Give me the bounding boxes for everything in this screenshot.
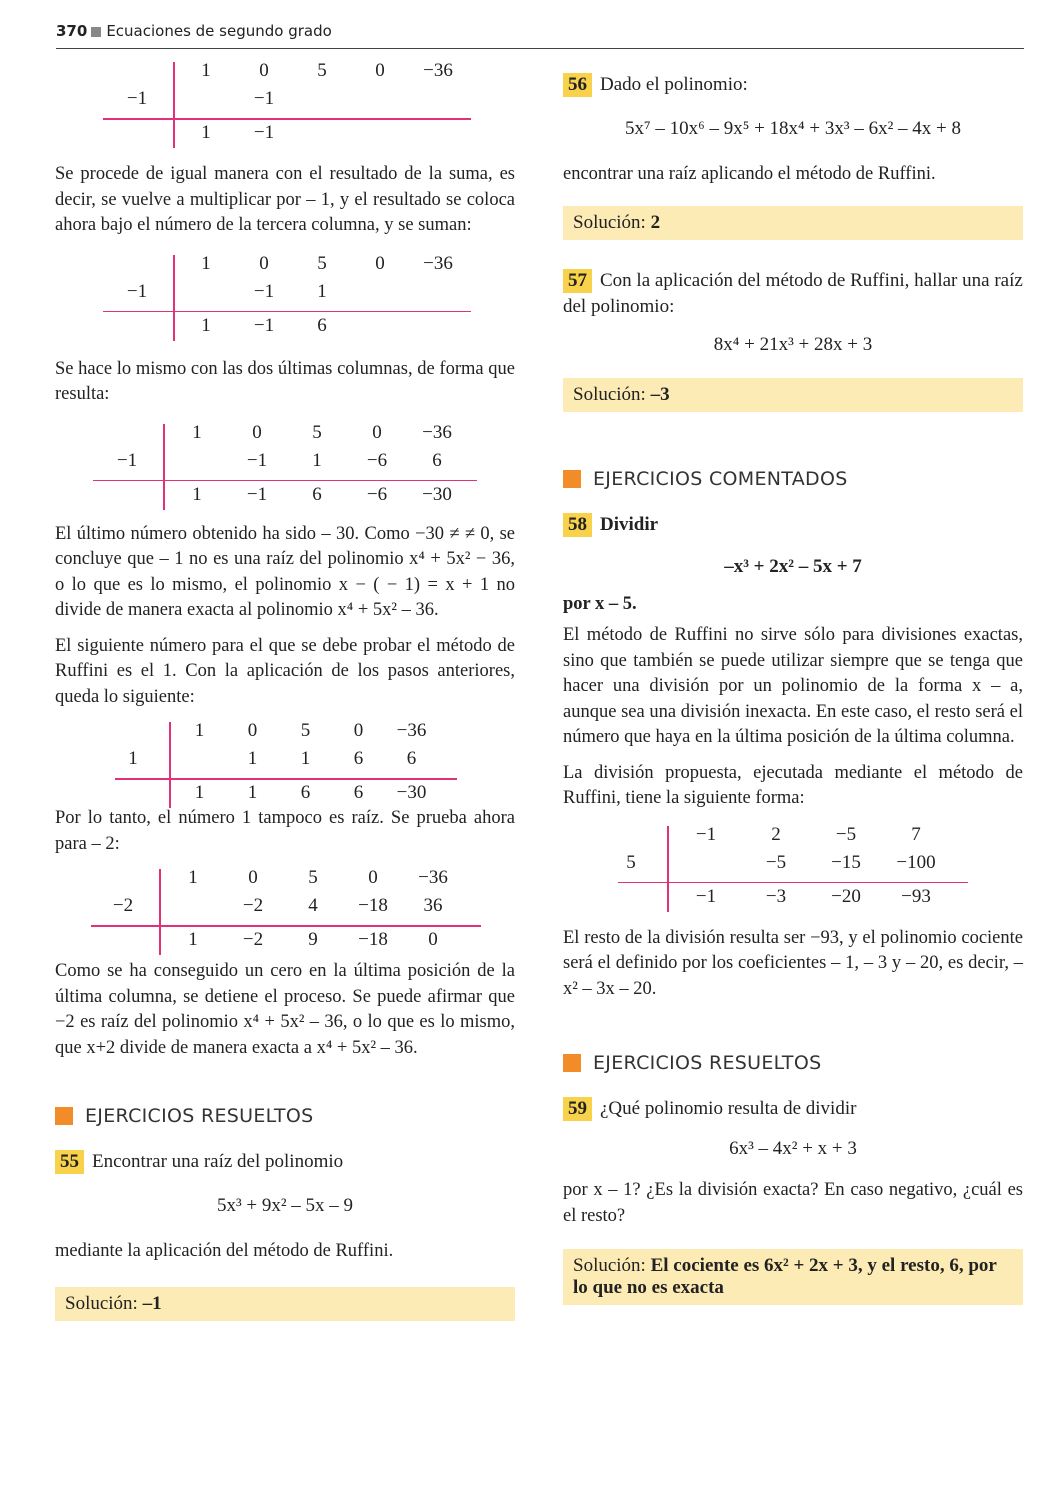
ruffini-horizontal-line [93, 480, 477, 482]
ruffini-horizontal-line [91, 925, 481, 927]
ruffini-product: −5 [765, 851, 787, 873]
ruffini-result: 1 [194, 782, 205, 803]
section-square-icon [55, 1107, 73, 1125]
ruffini-product: −1 [253, 280, 275, 302]
section-heading [563, 1052, 1023, 1074]
ruffini-product: 1 [300, 748, 311, 769]
ruffini-coefficient: 1 [201, 60, 211, 81]
ruffini-coefficient: −36 [423, 60, 453, 81]
ruffini-coefficient: 0 [368, 867, 378, 888]
exercise-55 [55, 1149, 515, 1321]
equation: 5x⁷ – 10x⁶ – 9x⁵ + 18x⁴ + 3x³ – 6x² – 4x + 8 [624, 118, 962, 139]
solution-box [563, 1249, 1023, 1305]
left-column [55, 60, 515, 1321]
ruffini-product: 6 [406, 748, 417, 769]
ruffini-vertical-line [173, 62, 175, 148]
ruffini-horizontal-line [115, 778, 457, 780]
ruffini-result: 6 [300, 782, 311, 803]
ruffini-coefficient: 0 [259, 60, 269, 81]
solution-label: Solución: [573, 1255, 646, 1276]
solution-box [563, 378, 1023, 412]
ruffini-vertical-line [667, 826, 669, 912]
ruffini-coefficient: 0 [259, 252, 269, 274]
ruffini-divisor: −2 [112, 895, 134, 916]
ruffini-product: −2 [242, 895, 264, 916]
ruffini-result: 6 [312, 483, 322, 505]
ruffini-table [563, 824, 1023, 910]
ruffini-coefficient: 0 [375, 252, 385, 274]
ruffini-result: −1 [695, 885, 717, 907]
exercise-number: 59 [563, 1097, 592, 1121]
equation: 5x³ + 9x² – 5x – 9 [216, 1195, 354, 1216]
ruffini-product: 4 [308, 895, 318, 916]
ruffini-table [55, 253, 515, 345]
paragraph: Se procede de igual manera con el resultado de la suma, es decir, se vuelve a multiplicar por – 1, y el resultado se coloca ahora bajo el número de la tercera columna, y se suman: [55, 164, 515, 235]
ruffini-result: −20 [831, 885, 861, 907]
ruffini-divisor: 5 [626, 851, 636, 873]
exercise-56 [563, 72, 1023, 240]
ruffini-horizontal-line [618, 882, 968, 884]
section-title: EJERCICIOS RESUELTOS [85, 1105, 314, 1127]
ruffini-result: −93 [901, 885, 931, 907]
ruffini-coefficient: 0 [372, 421, 382, 443]
exercise-number: 57 [563, 269, 592, 293]
ruffini-coefficient: 0 [247, 720, 258, 741]
paragraph: por x – 1? ¿Es la división exacta? En caso negativo, ¿cuál es el resto? [563, 1180, 1023, 1226]
ruffini-coefficient: 0 [353, 720, 364, 741]
ruffini-product: 6 [353, 748, 364, 769]
ruffini-result: −30 [422, 483, 452, 505]
section-heading [55, 1105, 515, 1127]
ruffini-table [55, 60, 515, 152]
ruffini-product: 36 [423, 895, 443, 916]
solution-value: –3 [650, 383, 670, 405]
ruffini-coefficient: 5 [317, 252, 327, 274]
ruffini-coefficient: 1 [192, 421, 202, 443]
ruffini-coefficient: 2 [771, 823, 781, 845]
ruffini-coefficient: 5 [312, 421, 322, 443]
exercise-58 [563, 512, 1023, 1003]
ruffini-divisor: −1 [116, 449, 138, 471]
ruffini-result: −1 [253, 122, 275, 143]
ruffini-product: −100 [896, 851, 936, 873]
ruffini-coefficient: −36 [422, 421, 452, 443]
equation: –x³ + 2x² – 5x + 7 [724, 555, 862, 577]
ruffini-product: −15 [831, 851, 861, 873]
ruffini-result: −30 [396, 782, 427, 803]
solution-box [563, 206, 1023, 240]
ruffini-product: 1 [312, 449, 322, 471]
ruffini-coefficient: 0 [252, 421, 262, 443]
section-title: EJERCICIOS COMENTADOS [593, 467, 848, 490]
ruffini-coefficient: 0 [375, 60, 385, 81]
exercise-text: ¿Qué polinomio resulta de dividir [600, 1098, 857, 1119]
ruffini-horizontal-line [103, 311, 471, 313]
ruffini-divisor: −1 [126, 88, 148, 109]
paragraph: El último número obtenido ha sido – 30. Como −30 ≠ ≠ 0, se concluye que – 1 no es una raíz del polinomio x⁴ + 5x² − 36, o lo que es lo mismo, el polinomio x − ( − 1) = x + 1 no divide de manera exacta al polinomio x⁴ + 5x² – 36. [55, 523, 515, 620]
exercise-text: Encontrar una raíz del polinomio [92, 1151, 344, 1172]
solution-label: Solución: [573, 211, 646, 233]
exercise-title: Dividir [600, 513, 659, 535]
paragraph: La división propuesta, ejecutada mediante el método de Ruffini, tiene la siguiente forma: [563, 762, 1023, 808]
ruffini-vertical-line [159, 869, 161, 955]
ruffini-coefficient: 1 [201, 252, 211, 274]
equation: 6x³ – 4x² + x + 3 [729, 1138, 857, 1159]
ruffini-product: −1 [246, 449, 268, 471]
solution-label: Solución: [573, 383, 646, 405]
exercise-number: 56 [563, 73, 592, 97]
ruffini-vertical-line [163, 424, 165, 510]
ruffini-table [55, 720, 515, 806]
ruffini-coefficient: −36 [423, 252, 453, 274]
paragraph: Por lo tanto, el número 1 tampoco es raíz. Se prueba ahora para – 2: [55, 808, 515, 854]
page-number: 370 [56, 22, 88, 40]
equation: 8x⁴ + 21x³ + 28x + 3 [713, 333, 873, 355]
ruffini-table [55, 867, 515, 953]
exercise-number: 58 [563, 513, 592, 537]
ruffini-product: −1 [253, 88, 275, 109]
ruffini-coefficient: 5 [317, 60, 327, 81]
ruffini-coefficient: 7 [911, 823, 921, 845]
ruffini-horizontal-line [103, 118, 471, 120]
exercise-59 [563, 1096, 1023, 1305]
ruffini-result: −2 [242, 929, 264, 950]
ruffini-result: −1 [246, 483, 268, 505]
ruffini-divisor: −1 [126, 280, 148, 302]
ruffini-result: 0 [428, 929, 438, 950]
ruffini-divisor: 1 [128, 748, 138, 769]
ruffini-result: 9 [308, 929, 318, 950]
solution-box [55, 1287, 515, 1321]
solution-value: El cociente es 6x² + 2x + 3, y el resto, 6, por lo que no es exacta [573, 1255, 997, 1298]
ruffini-product: 1 [247, 748, 258, 769]
paragraph: El siguiente número para el que se debe probar el método de Ruffini es el 1. Con la aplicación de los pasos anteriores, queda lo siguiente: [55, 635, 515, 707]
exercise-57 [563, 268, 1023, 412]
section-square-icon [563, 470, 581, 488]
ruffini-coefficient: 1 [188, 867, 198, 888]
ruffini-coefficient: −36 [396, 720, 427, 741]
ruffini-product: 6 [432, 449, 442, 471]
solution-value: 2 [650, 211, 661, 233]
exercise-text: Dado el polinomio: [600, 74, 748, 95]
exercise-number: 55 [55, 1150, 84, 1174]
ruffini-result: 1 [188, 929, 198, 950]
ruffini-coefficient: −5 [835, 823, 857, 845]
ruffini-result: 1 [247, 782, 258, 803]
ruffini-result: −18 [358, 929, 388, 950]
ruffini-result: −6 [366, 483, 388, 505]
ruffini-result: 6 [353, 782, 364, 803]
solution-label: Solución: [65, 1292, 138, 1314]
chapter-title: Ecuaciones de segundo grado [106, 22, 332, 40]
solution-value: –1 [142, 1292, 162, 1314]
ruffini-result: 1 [201, 122, 211, 143]
paragraph: mediante la aplicación del método de Ruffini. [55, 1241, 394, 1261]
header-square-icon [91, 27, 101, 37]
ruffini-product: −6 [366, 449, 388, 471]
ruffini-result: 6 [317, 314, 327, 336]
ruffini-result: 1 [201, 314, 211, 336]
ruffini-vertical-line [173, 255, 175, 341]
paragraph: El método de Ruffini no sirve sólo para divisiones exactas, sino que también se puede utilizar siempre que se tenga que hacer una división por un polinomio de la forma x – a, aunque sea una división inexacta. En este caso, el resto será el número que haya en la última posición de la última columna. [563, 625, 1023, 747]
ruffini-table [55, 422, 515, 512]
ruffini-result: 1 [192, 483, 202, 505]
ruffini-result: −3 [765, 885, 787, 907]
ruffini-coefficient: 5 [308, 867, 318, 888]
paragraph: por x – 5. [563, 593, 637, 614]
paragraph: Como se ha conseguido un cero en la última posición de la última columna, se detiene el proceso. Se puede afirmar que −2 es raíz del polinomio x⁴ + 5x² – 36, o lo que es lo mismo, que x+2 divide de manera exacta a x⁴ + 5x² – 36. [55, 961, 515, 1058]
right-column [563, 72, 1023, 1305]
ruffini-coefficient: −1 [695, 823, 717, 845]
ruffini-coefficient: 5 [300, 720, 311, 741]
paragraph: El resto de la división resulta ser −93, y el polinomio cociente será el definido por los coeficientes – 1, – 3 y – 20, es decir, –x² – 3x – 20. [563, 927, 1023, 999]
section-square-icon [563, 1054, 581, 1072]
paragraph: Se hace lo mismo con las dos últimas columnas, de forma que resulta: [55, 358, 515, 404]
ruffini-result: −1 [253, 314, 275, 336]
section-title: EJERCICIOS RESUELTOS [593, 1052, 822, 1074]
ruffini-product: 1 [317, 280, 327, 302]
ruffini-product: −18 [358, 895, 388, 916]
page-header [56, 22, 1024, 49]
ruffini-coefficient: 1 [194, 720, 205, 741]
exercise-text: Con la aplicación del método de Ruffini, hallar una raíz del polinomio: [563, 269, 1023, 317]
ruffini-coefficient: 0 [248, 867, 258, 888]
paragraph: encontrar una raíz aplicando el método de Ruffini. [563, 164, 936, 184]
section-heading [563, 468, 1023, 490]
ruffini-coefficient: −36 [418, 867, 448, 888]
